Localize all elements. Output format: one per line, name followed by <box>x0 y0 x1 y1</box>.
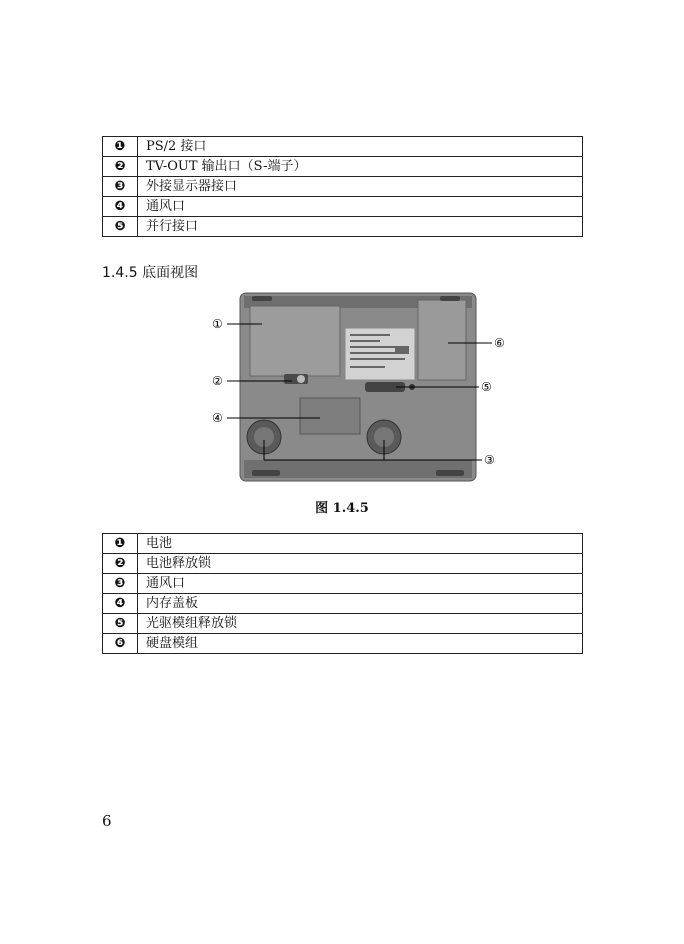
table-row <box>103 177 583 197</box>
table-row <box>103 574 583 594</box>
page-number: 6 <box>102 812 112 830</box>
table-row <box>103 634 583 654</box>
section-title: 底面视图 <box>142 265 199 281</box>
table-row <box>103 614 583 634</box>
row-label: PS/2 接口 <box>138 137 583 157</box>
table-row <box>103 137 583 157</box>
table-row <box>103 157 583 177</box>
table-row <box>103 554 583 574</box>
table-row <box>103 534 583 554</box>
row-label: 硬盘模组 <box>138 634 583 654</box>
callout-2: ② <box>212 374 223 388</box>
callout-3: ③ <box>484 453 495 467</box>
row-number: ❹ <box>103 197 138 217</box>
bottom-parts-table <box>102 533 583 654</box>
row-label: 通风口 <box>138 197 583 217</box>
row-number: ❸ <box>103 574 138 594</box>
row-label: 电池 <box>138 534 583 554</box>
row-label: 光驱模组释放锁 <box>138 614 583 634</box>
row-number: ❻ <box>103 634 138 654</box>
memory-cover-panel <box>300 398 360 434</box>
row-number: ❸ <box>103 177 138 197</box>
row-label: 通风口 <box>138 574 583 594</box>
callout-5: ⑤ <box>481 380 492 394</box>
port-table <box>102 136 583 237</box>
row-label: 内存盖板 <box>138 594 583 614</box>
row-number: ❶ <box>103 534 138 554</box>
table-row <box>103 197 583 217</box>
callout-4: ④ <box>212 411 223 425</box>
row-number: ❺ <box>103 217 138 237</box>
row-label: 外接显示器接口 <box>138 177 583 197</box>
row-number: ❺ <box>103 614 138 634</box>
hard-disk-panel <box>418 300 466 380</box>
battery-panel <box>250 306 340 376</box>
table-row <box>103 217 583 237</box>
section-heading <box>102 262 198 282</box>
row-label: TV-OUT 输出口（S-端子） <box>138 157 583 177</box>
section-number: 1.4.5 <box>102 265 138 281</box>
callout-1: ① <box>212 317 223 331</box>
row-label: 并行接口 <box>138 217 583 237</box>
laptop-bottom-view-figure <box>200 290 516 486</box>
row-label: 电池释放锁 <box>138 554 583 574</box>
table-row <box>103 594 583 614</box>
figure-caption: 图 1.4.5 <box>315 501 369 516</box>
row-number: ❷ <box>103 157 138 177</box>
row-number: ❶ <box>103 137 138 157</box>
row-number: ❹ <box>103 594 138 614</box>
row-number: ❷ <box>103 554 138 574</box>
callout-6: ⑥ <box>494 336 505 350</box>
